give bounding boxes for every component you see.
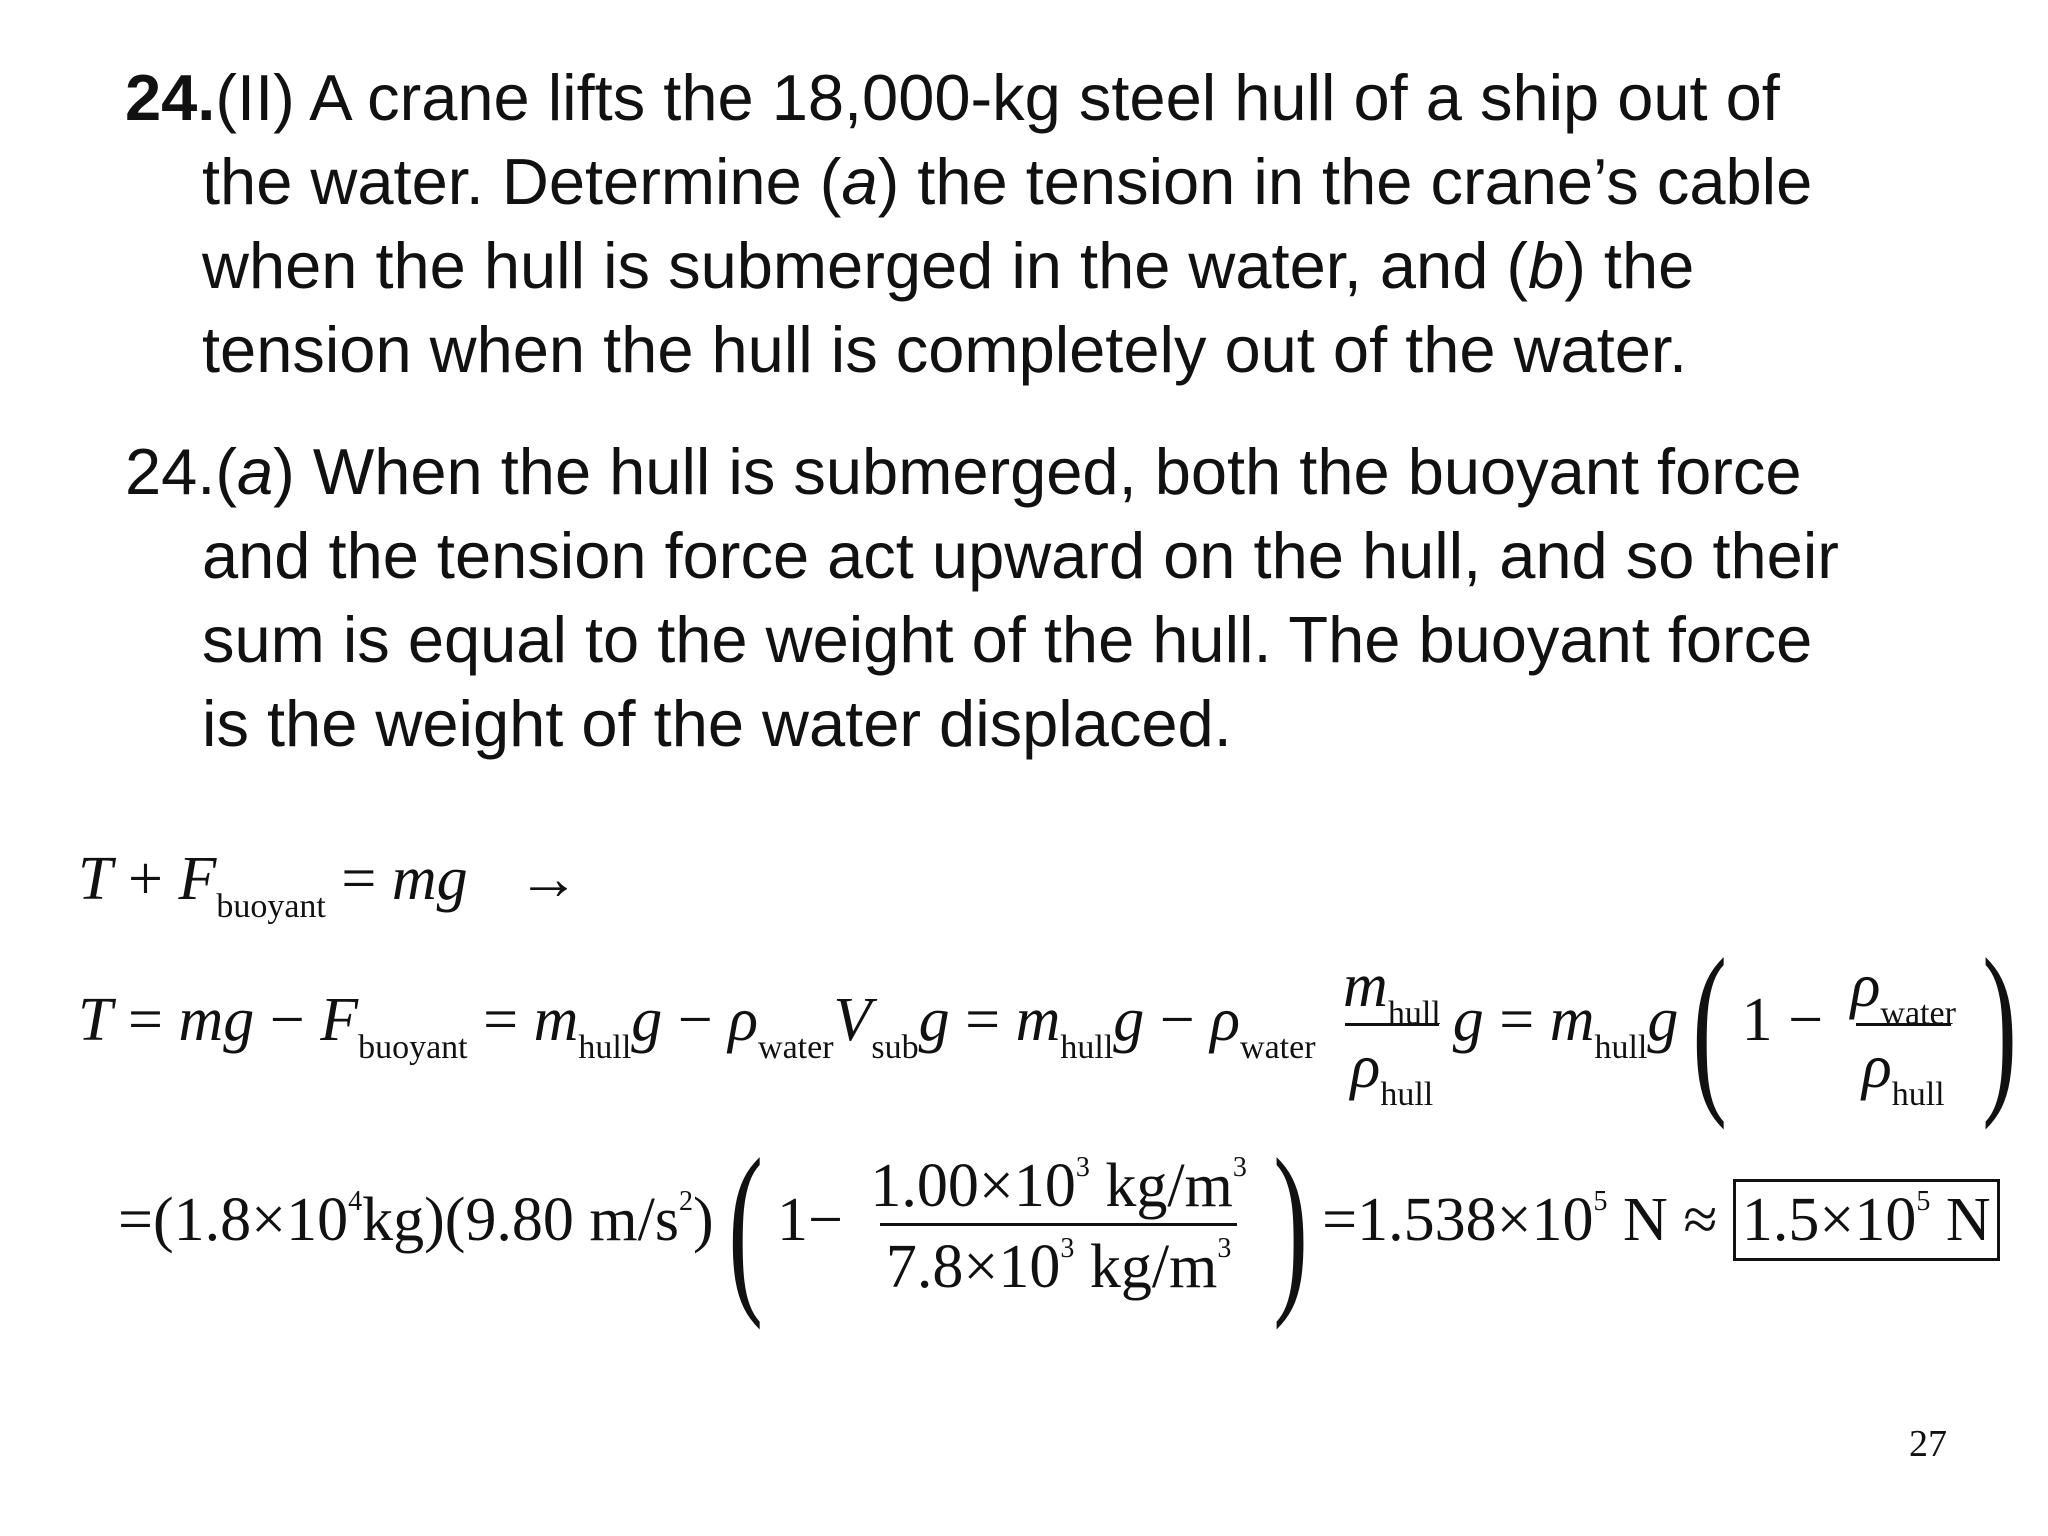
problem-line-1: 24.(II) A crane lifts the 18,000-kg steel hull of a ship out of [125,61,1780,134]
equation-force-balance: $T + F_{buoyant}$ = mg → [78,845,580,925]
problem-statement [125,56,2005,392]
solution-line-2: and the tension force act upward on the hull, and so their [202,519,1839,592]
problem-line-3: when the hull is submerged in the water, and (b) the [202,229,1695,302]
problem-line-2: the water. Determine (a) the tension in the crane’s cable [202,145,1813,218]
solution-line-4: is the weight of the water displaced. [202,687,1232,760]
solution-text [125,430,2005,766]
final-answer-box: $1.5\times 10^5$ N [1733,1179,2000,1261]
equation-tension-derivation: T = mg − $F_{buoyant} = m_{hull}g - \rho_{water}V_{sub}g = m_{hull}g - \rho_{water}$ $\frac{m_{hull}}{\rho_{hull}}$ $g = m_{hull}g$( 1 − $\frac{\rho_{water}}{\rho_{hull}}$ ) [78,921,2017,1131]
solution-line-1: 24.(a) When the hull is submerged, both the buoyant force [125,435,1802,508]
solution-line-3: sum is equal to the weight of the hull. The buoyant force [202,603,1813,676]
fraction-density-ratio: $\frac{\rho_{water}}{\rho_{hull}}$ [1850,951,1956,1113]
page-number: 27 [1909,1423,1947,1465]
problem-number: 24. [125,61,216,134]
equation-numeric-result: $=(1.8\times 10^4kg)(9.80$ $m/s^2$)( 1− $\frac{1.00\times 10^3 kg/m^3}{7.8\times 10^3 kg/m^3}$ ) $=1.538\times 10^5$ $N \approx 1.5\times 10^5$ N [118,1150,2000,1302]
fraction-mass-over-density: $\frac{m_{hull}}{\rho_{hull}}$ [1343,951,1441,1113]
fraction-numeric-density-ratio: $\frac{1.00\times 10^3 kg/m^3}{7.8\times 10^3 kg/m^3}$ [870,1151,1247,1301]
problem-line-4: tension when the hull is completely out of the water. [202,313,1688,386]
